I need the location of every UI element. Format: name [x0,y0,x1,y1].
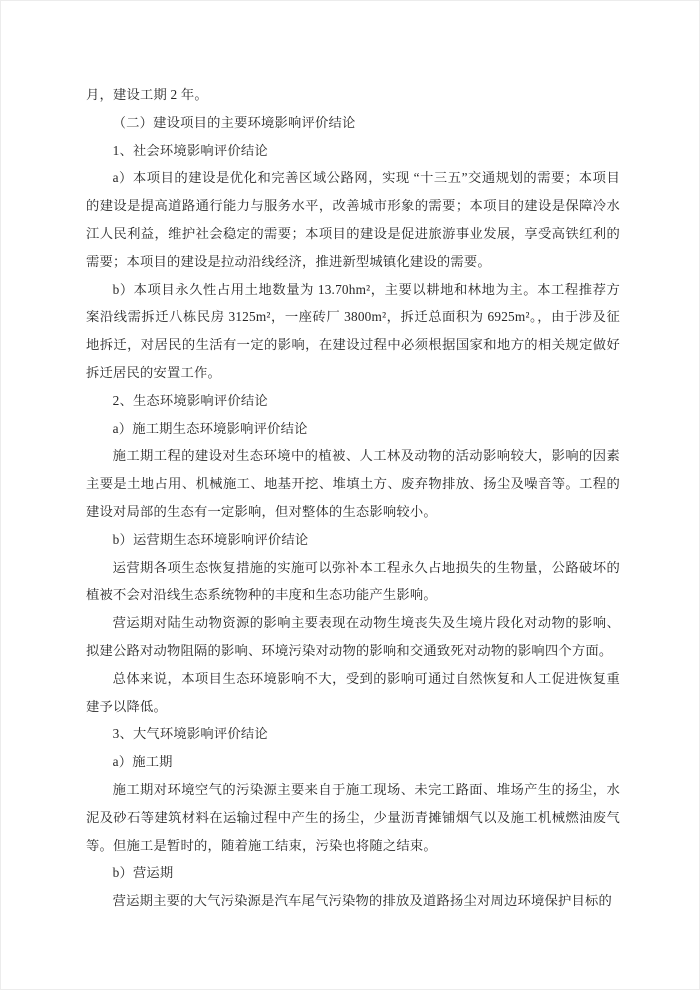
paragraph: a）本项目的建设是优化和完善区域公路网，实现 “十三五”交通规划的需要；本项目的建设是提高道路通行能力与服务水平，改善城市形象的需要；本项目的建设是保障冷水江人民利益，维护社会稳定的需要；本项目的建设是促进旅游事业发展，享受高铁红利的需要；本项目的建设是拉动沿线经济，推进新型城镇化建设的需要。 [86,170,620,269]
paragraph: b）营运期 [112,865,174,881]
paragraph: 施工期工程的建设对生态环境中的植被、人工林及动物的活动影响较大，影响的因素主要是土地占用、机械施工、地基开挖、堆填土方、废弃物排放、扬尘及噪音等。工程的建设对局部的生态有一定影响，但对整体的生态影响较小。 [86,448,620,519]
paragraph: 总体来说，本项目生态环境影响不大，受到的影响可通过自然恢复和人工促进恢复重建予以降低。 [86,670,620,714]
paragraph: 运营期各项生态恢复措施的实施可以弥补本工程永久占地损失的生物量，公路破坏的植被不会对沿线生态系统物种的丰度和生态功能产生影响。 [86,559,620,603]
paragraph: （二）建设项目的主要环境影响评价结论 [112,114,356,130]
paragraph: 营运期对陆生动物资源的影响主要表现在动物生境丧失及生境片段化对动物的影响、拟建公路对动物阻隔的影响、环境污染对动物的影响和交通致死对动物的影响四个方面。 [86,615,620,658]
paragraph: b）运营期生态环境影响评价结论 [112,531,309,547]
paragraph: 2、生态环境影响评价结论 [112,392,268,408]
paragraph: a）施工期 [112,754,173,770]
paragraph: 1、社会环境影响评价结论 [112,142,268,158]
paragraph: 施工期对环境空气的污染源主要来自于施工现场、未完工路面、堆场产生的扬尘，水泥及砂石等建筑材料在运输过程中产生的扬尘，少量沥青摊铺烟气以及施工机械燃油废气等。但施工是暂时的，随着施工结束，污染也将随之结束。 [86,781,620,853]
paragraph: 月，建设工期 2 年。 [86,87,208,102]
paragraph: 营运期主要的大气污染源是汽车尾气污染物的排放及道路扬尘对周边环境保护目标的 [112,893,612,909]
paragraph: b）本项目永久性占用土地数量为 13.70hm²，主要以耕地和林地为主。本工程推荐方案沿线需拆迁八栋民房 3125m²，一座砖厂 3800m²，拆迁总面积为 6925m²。，由于涉及征地拆迁，对居民的生活有一定的影响，在建设过程中必须根据国家和地方的相关规定做好拆迁居民的安置工作。 [86,281,620,380]
paragraph: a）施工期生态环境影响评价结论 [112,420,308,436]
document-body [86,81,620,915]
paragraph: 3、大气环境影响评价结论 [112,726,268,742]
